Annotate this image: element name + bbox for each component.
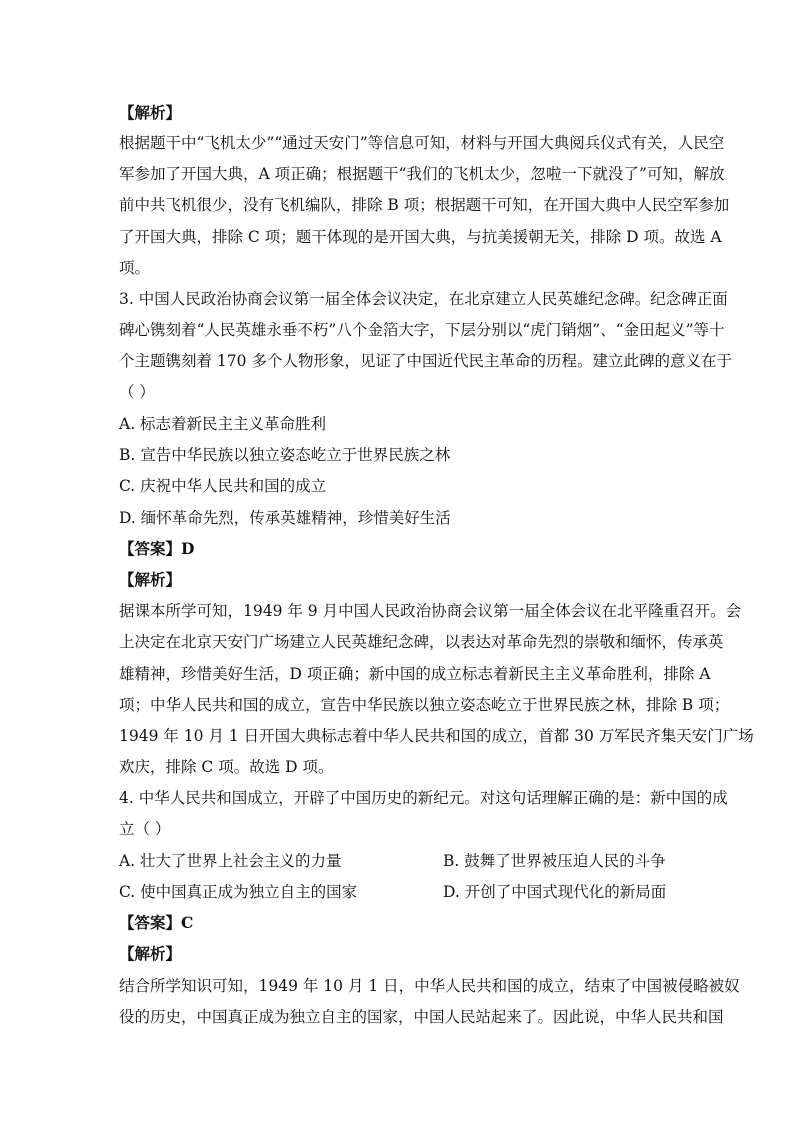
analysis-line: 结合所学知识可知，1949 年 10 月 1 日，中华人民共和国的成立，结束了中国被侵略被奴 — [119, 977, 740, 995]
question-3-blank: （ ） — [119, 383, 155, 401]
analysis-line: 根据题干中“飞机太少”“通过天安门”等信息可知，材料与开国大典阅兵仪式有关，人民空 — [119, 134, 725, 152]
analysis-line: 雄精神，珍惜美好生活，D 项正确；新中国的成立标志着新民主主义革命胜利，排除 A — [119, 665, 711, 683]
analysis-label: 【解析】 — [119, 944, 182, 963]
analysis-line: 役的历史，中国真正成为独立自主的国家，中国人民站起来了。因此说，中华人民共和国 — [119, 1008, 724, 1026]
option-a: A. 标志着新民主主义革命胜利 — [119, 415, 327, 433]
option-a: A. 壮大了世界上社会主义的力量 — [119, 852, 342, 870]
analysis-line: 项；中华人民共和国的成立，宣告中华民族以独立姿态屹立于世界民族之林，排除 B 项； — [119, 696, 730, 714]
analysis-line: 据课本所学可知，1949 年 9 月中国人民政治协商会议第一届全体会议在北平隆重召开。会 — [119, 602, 742, 620]
answer-label: 【答案】D — [119, 539, 195, 558]
question-3-stem: 碑心镌刻着“人民英雄永垂不朽”八个金箔大字，下层分别以“虎门销烟”、“金田起义”等十 — [119, 321, 725, 339]
option-b: B. 鼓舞了世界被压迫人民的斗争 — [443, 852, 666, 870]
analysis-line: 了开国大典，排除 C 项；题干体现的是开国大典，与抗美援朝无关，排除 D 项。故选 A — [119, 228, 722, 246]
analysis-line: 1949 年 10 月 1 日开国大典标志着中华人民共和国的成立，首都 30 万军民齐集天安门广场 — [119, 727, 754, 745]
option-c: C. 使中国真正成为独立自主的国家 — [119, 883, 358, 901]
question-4-stem: 4. 中华人民共和国成立，开辟了中国历史的新纪元。对这句话理解正确的是：新中国的成 — [119, 789, 728, 807]
analysis-line: 上决定在北京天安门广场建立人民英雄纪念碑，以表达对革命先烈的崇敬和缅怀，传承英 — [119, 633, 724, 651]
option-d: D. 开创了中国式现代化的新局面 — [443, 883, 667, 901]
analysis-line: 欢庆，排除 C 项。故选 D 项。 — [119, 758, 334, 776]
analysis-line: 军参加了开国大典，A 项正确；根据题干“我们的飞机太少，忽啦一下就没了”可知，解放 — [119, 165, 725, 183]
option-d: D. 缅怀革命先烈，传承英雄精神，珍惜美好生活 — [119, 509, 451, 527]
option-b: B. 宣告中华民族以独立姿态屹立于世界民族之林 — [119, 446, 451, 464]
analysis-line: 前中共飞机很少，没有飞机编队，排除 B 项；根据题干可知，在开国大典中人民空军参加 — [119, 196, 730, 214]
answer-label: 【答案】C — [119, 913, 194, 932]
question-3-stem: 个主题镌刻着 170 多个人物形象，见证了中国近代民主革命的历程。建立此碑的意义在于 — [119, 352, 732, 370]
option-c: C. 庆祝中华人民共和国的成立 — [119, 477, 327, 495]
analysis-line: 项。 — [119, 259, 151, 277]
question-4-stem: 立（ ） — [119, 820, 171, 838]
analysis-label: 【解析】 — [119, 570, 182, 589]
analysis-label: 【解析】 — [119, 103, 182, 122]
question-3-stem: 3. 中国人民政治协商会议第一届全体会议决定，在北京建立人民英雄纪念碑。纪念碑正面 — [119, 290, 728, 308]
